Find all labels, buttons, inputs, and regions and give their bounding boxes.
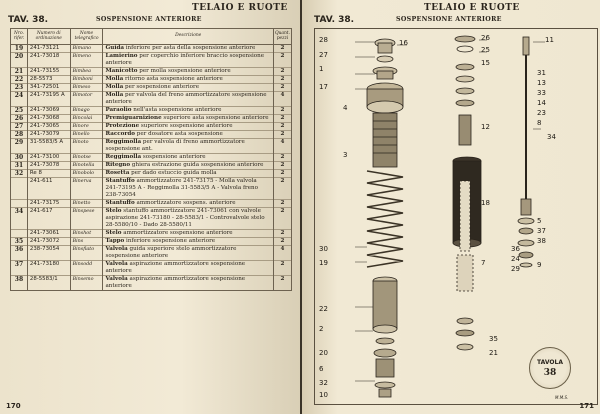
row-telegraph-name: Binerva <box>70 178 103 200</box>
row-description-name: Valvola <box>105 261 128 267</box>
row-ref: 35 <box>11 238 28 246</box>
row-ref: 22 <box>11 76 28 84</box>
cap-body <box>378 43 392 53</box>
row-part-number: 241-73061 <box>27 230 70 238</box>
table-row <box>11 261 292 276</box>
row-part-number: 241-73180 <box>27 261 70 276</box>
tavola-emblem <box>529 347 571 389</box>
row-description-name: Valvola <box>105 246 128 252</box>
col-tel: Nome telegrafico <box>70 29 103 45</box>
row-quantity: 4 <box>273 139 291 154</box>
row-ref: 29 <box>11 139 28 154</box>
row-quantity: 2 <box>273 154 291 162</box>
row-part-number: 241-617 <box>27 208 70 230</box>
callout-number: 14 <box>537 99 546 107</box>
right-tav-label: TAV. 38. <box>314 15 355 25</box>
main-spring <box>367 171 403 267</box>
col-num: Numero di ordinazione <box>27 29 70 45</box>
table-row <box>11 45 292 53</box>
row-telegraph-name: Bimeno <box>70 53 103 68</box>
row-ref: 27 <box>11 123 28 131</box>
row-description-text: aspirazione ammortizzatore sospensione anteriore <box>105 276 246 289</box>
parts-table-header <box>11 29 292 45</box>
table-row <box>11 208 292 230</box>
callout-number: 20 <box>319 349 328 357</box>
callout-number: 21 <box>489 349 498 357</box>
row-description-name: Manicotto <box>105 68 138 74</box>
row-telegraph-name: Bimboni <box>70 76 103 84</box>
row-description-text: inferiore sospensione anteriore <box>124 238 216 244</box>
row-part-number: 238-73054 <box>27 246 70 261</box>
row-telegraph-name: Bimbea <box>70 68 103 76</box>
row-description-text: sospensione anteriore <box>141 154 206 160</box>
row-ref: 26 <box>11 115 28 123</box>
row-description <box>103 107 273 115</box>
table-row <box>11 76 292 84</box>
row-description-name: Molla <box>105 76 124 82</box>
callout-number: 13 <box>537 79 546 87</box>
callout-number: 8 <box>537 119 542 127</box>
row-description <box>103 246 273 261</box>
row-description-text: ammortizzatore sospens. anteriore <box>134 200 236 206</box>
row-description-text: per valvola di freno ammortizzatore sospensione ant. <box>105 139 245 152</box>
row-quantity: 2 <box>273 200 291 208</box>
row-telegraph-name: Binago <box>70 107 103 115</box>
table-row <box>11 92 292 107</box>
callout-number: 34 <box>547 133 556 141</box>
row-description-text: per dado estuccio guida molla <box>129 170 217 176</box>
callout-number: 9 <box>537 261 542 269</box>
row-telegraph-name: Binsodd <box>70 261 103 276</box>
callout-number: 31 <box>537 69 546 77</box>
row-description-name: Reggimolla <box>105 154 142 160</box>
row-description-text: ritorno asta sospensione anteriore <box>123 76 223 82</box>
row-description <box>103 154 273 162</box>
row-description-name: Guida <box>105 45 124 51</box>
table-row <box>11 115 292 123</box>
row-part-number: 241-73069 <box>27 107 70 115</box>
row-ref <box>11 178 28 200</box>
row-ref: 28 <box>11 131 28 139</box>
callout-number: 35 <box>489 335 498 343</box>
callout-number: 15 <box>481 59 490 67</box>
callout-number: 5 <box>537 217 542 225</box>
row-part-number: 28-5573 <box>27 76 70 84</box>
table-row <box>11 170 292 178</box>
row-description-name: Raccordo <box>105 131 136 137</box>
row-description-name: Reggimolla <box>105 139 142 145</box>
row-ref: 36 <box>11 246 28 261</box>
row-quantity: 2 <box>273 115 291 123</box>
row-ref: 30 <box>11 154 28 162</box>
callout-number: 26 <box>481 34 490 42</box>
row-quantity: 2 <box>273 238 291 246</box>
row-description-name: Protezione <box>105 123 140 129</box>
row-description-name: Tappo <box>105 238 125 244</box>
row-quantity: 2 <box>273 68 291 76</box>
col-desc: Descrizione <box>103 29 273 45</box>
row-ref <box>11 230 28 238</box>
row-description-text: ghiera estrazione guida sospensione anteriore <box>130 162 264 168</box>
row-description-text: superiore asta sospensione anteriore <box>161 115 269 121</box>
row-description-text: superiore sospensione anteriore <box>139 123 233 129</box>
row-description <box>103 45 273 53</box>
row-quantity: 4 <box>273 246 291 261</box>
callout-number: 29 <box>511 265 520 273</box>
row-telegraph-name: Binetto <box>70 200 103 208</box>
row-description-name: Stelo <box>105 208 122 214</box>
row-description-name: Premiguarnizione <box>105 115 162 121</box>
left-page-number: 170 <box>6 402 21 410</box>
table-row <box>11 154 292 162</box>
callout-number: 32 <box>319 379 328 387</box>
callout-number: 12 <box>481 123 490 131</box>
row-description-text: per molla sospensione anteriore <box>137 68 231 74</box>
emblem-number: 38 <box>543 368 557 378</box>
row-description <box>103 178 273 200</box>
callout-number: 38 <box>537 237 546 245</box>
row-quantity: 2 <box>273 162 291 170</box>
callout-number: 4 <box>343 104 348 112</box>
left-subtitle: SOSPENSIONE ANTERIORE <box>96 16 202 23</box>
row-description-text: stantuffo ammortizzatore 241-73061 con valvole aspirazione 241-73180 - 28-5583/1 - Controvalvole stelo 28-5580/10 - Dado 28-5580/11 <box>105 208 265 228</box>
row-description <box>103 115 273 123</box>
row-ref: 20 <box>11 53 28 68</box>
table-row <box>11 53 292 68</box>
row-telegraph-name: Bimano <box>70 45 103 53</box>
right-subtitle: SOSPENSIONE ANTERIORE <box>396 16 502 23</box>
row-telegraph-name: Binshot <box>70 230 103 238</box>
callout-number: 18 <box>481 199 490 207</box>
row-description <box>103 84 273 92</box>
col-qty: Quant. pezzi <box>273 29 291 45</box>
callout-number: 17 <box>319 83 328 91</box>
row-ref: 25 <box>11 107 28 115</box>
row-description-text: per dosatore asta sospensione <box>135 131 223 137</box>
row-description-text: ammortizzatore 241-73175 - Molla valvola 241-73195 A - Reggimolla 31-5583/5 A - Valvola freno 238-73054 <box>105 178 258 198</box>
callout-number: 30 <box>319 245 328 253</box>
callout-number: 3 <box>343 151 348 159</box>
row-description-text: per sospensione anteriore <box>123 84 200 90</box>
row-part-number: 241-73195 A <box>27 92 70 107</box>
callout-number: 2 <box>319 325 324 333</box>
row-part-number: 241-73155 <box>27 68 70 76</box>
row-description <box>103 92 273 107</box>
table-row <box>11 246 292 261</box>
row-quantity: 2 <box>273 170 291 178</box>
row-description-text: guida superiore stelo ammortizzatore sospensione anteriore <box>105 246 237 259</box>
row-description <box>103 208 273 230</box>
callout-number: 22 <box>319 305 328 313</box>
row-ref: 37 <box>11 261 28 276</box>
table-row <box>11 178 292 200</box>
row-description-name: Stantuffo <box>105 178 135 184</box>
row-ref: 38 <box>11 276 28 291</box>
callout-number: 7 <box>481 259 486 267</box>
row-part-number: Re 8 <box>27 170 70 178</box>
row-quantity: 2 <box>273 208 291 230</box>
row-description-text: per coperchio inferiore braccio sospensione anteriore <box>105 53 265 66</box>
table-row <box>11 123 292 131</box>
callout-number: 37 <box>537 227 546 235</box>
row-description <box>103 261 273 276</box>
right-header-title: TELAIO E RUOTE <box>424 3 520 13</box>
row-part-number: 28-5583/1 <box>27 276 70 291</box>
right-page <box>302 0 600 414</box>
row-telegraph-name: Binello <box>70 131 103 139</box>
row-quantity: 2 <box>273 107 291 115</box>
table-row <box>11 238 292 246</box>
parts-table-body <box>11 45 292 291</box>
table-row <box>11 84 292 92</box>
callout-number: 11 <box>545 36 554 44</box>
row-part-number: 241-73175 <box>27 200 70 208</box>
callout-number: 25 <box>481 46 490 54</box>
left-header-title: TELAIO E RUOTE <box>192 3 288 13</box>
callout-number: 16 <box>399 39 408 47</box>
callout-number: 33 <box>537 89 546 97</box>
row-ref: 31 <box>11 162 28 170</box>
row-quantity: 2 <box>273 276 291 291</box>
row-telegraph-name: Bins <box>70 238 103 246</box>
table-row <box>11 107 292 115</box>
row-ref: 24 <box>11 92 28 107</box>
row-description <box>103 131 273 139</box>
row-quantity: 2 <box>273 84 291 92</box>
emblem-label: TAVOLA <box>537 359 563 366</box>
row-description <box>103 76 273 84</box>
row-description-name: Lamierino <box>105 53 138 59</box>
row-part-number: 241-73065 <box>27 123 70 131</box>
parts-table <box>10 28 292 291</box>
row-description-text: per valvola del freno ammortizzatore sospensione anteriore <box>105 92 267 105</box>
callout-number: 6 <box>319 365 324 373</box>
callout-number: 28 <box>319 36 328 44</box>
row-telegraph-name: Bimotor <box>70 92 103 107</box>
row-description <box>103 276 273 291</box>
row-telegraph-name: Binsfiato <box>70 246 103 261</box>
row-description-text: ammortizzatore sospensione anteriore <box>121 230 233 236</box>
row-telegraph-name: Binsemo <box>70 276 103 291</box>
row-part-number: 241-73072 <box>27 238 70 246</box>
table-row <box>11 139 292 154</box>
row-quantity: 2 <box>273 178 291 200</box>
row-description <box>103 170 273 178</box>
row-quantity: 4 <box>273 92 291 107</box>
table-row <box>11 131 292 139</box>
row-description-name: Ritegno <box>105 162 131 168</box>
callout-number: 19 <box>319 259 328 267</box>
row-quantity: 2 <box>273 45 291 53</box>
row-description-name: Stelo <box>105 230 122 236</box>
row-description <box>103 200 273 208</box>
row-part-number: 241-73079 <box>27 131 70 139</box>
row-quantity: 2 <box>273 131 291 139</box>
row-description-text: nell'asta sospensione anteriore <box>131 107 222 113</box>
row-telegraph-name: Binotse <box>70 154 103 162</box>
row-ref: 19 <box>11 45 28 53</box>
row-part-number: 241-73068 <box>27 115 70 123</box>
row-part-number: 241-73078 <box>27 162 70 170</box>
lower-tube <box>373 281 397 329</box>
row-description-name: Paraolio <box>105 107 132 113</box>
row-description-name: Valvola <box>105 276 128 282</box>
col-rif: Nro. rifer. <box>11 29 28 45</box>
row-telegraph-name: Binobolo <box>70 170 103 178</box>
row-ref: 21 <box>11 68 28 76</box>
row-part-number: 241-73121 <box>27 45 70 53</box>
table-row <box>11 276 292 291</box>
row-description <box>103 230 273 238</box>
row-part-number: 241-611 <box>27 178 70 200</box>
row-description <box>103 123 273 131</box>
right-page-number: 171 <box>579 402 594 410</box>
row-description-name: Molla <box>105 84 124 90</box>
row-ref: 34 <box>11 208 28 230</box>
row-part-number: 241-73100 <box>27 154 70 162</box>
table-row <box>11 162 292 170</box>
row-description <box>103 139 273 154</box>
table-row <box>11 200 292 208</box>
row-ref: 23 <box>11 84 28 92</box>
row-quantity: 2 <box>273 230 291 238</box>
row-ref <box>11 200 28 208</box>
row-description <box>103 53 273 68</box>
row-quantity: 2 <box>273 123 291 131</box>
row-description-text: inferiore per asta della sospensione anteriore <box>123 45 256 51</box>
row-description <box>103 238 273 246</box>
row-quantity: 2 <box>273 261 291 276</box>
left-tav-label: TAV. 38. <box>8 15 49 25</box>
row-telegraph-name: Bimeso <box>70 84 103 92</box>
row-part-number: 31-5583/5 A <box>27 139 70 154</box>
row-quantity: 2 <box>273 76 291 84</box>
callout-number: 1 <box>319 65 324 73</box>
row-description <box>103 162 273 170</box>
row-part-number: 241-73018 <box>27 53 70 68</box>
exploded-diagram <box>314 28 598 405</box>
row-description-name: Rosetta <box>105 170 130 176</box>
callout-number: 27 <box>319 51 328 59</box>
callout-number: 36 <box>511 245 520 253</box>
row-description-name: Stantuffo <box>105 200 135 206</box>
row-description <box>103 68 273 76</box>
row-telegraph-name: Binoto <box>70 139 103 154</box>
table-row <box>11 230 292 238</box>
callout-number: 10 <box>319 391 328 399</box>
row-telegraph-name: Binore <box>70 123 103 131</box>
row-ref: 32 <box>11 170 28 178</box>
callout-number: 23 <box>537 109 546 117</box>
artist-mark: M.M.S. <box>555 395 569 400</box>
table-row <box>11 68 292 76</box>
row-telegraph-name: Binotella <box>70 162 103 170</box>
row-description-name: Molla <box>105 92 124 98</box>
row-telegraph-name: Bincolai <box>70 115 103 123</box>
row-description-text: aspirazione ammortizzatore sospensione anteriore <box>105 261 246 274</box>
row-quantity: 2 <box>273 53 291 68</box>
row-telegraph-name: Binspese <box>70 208 103 230</box>
row-part-number: 341-72501 <box>27 84 70 92</box>
callout-number: 24 <box>511 255 520 263</box>
